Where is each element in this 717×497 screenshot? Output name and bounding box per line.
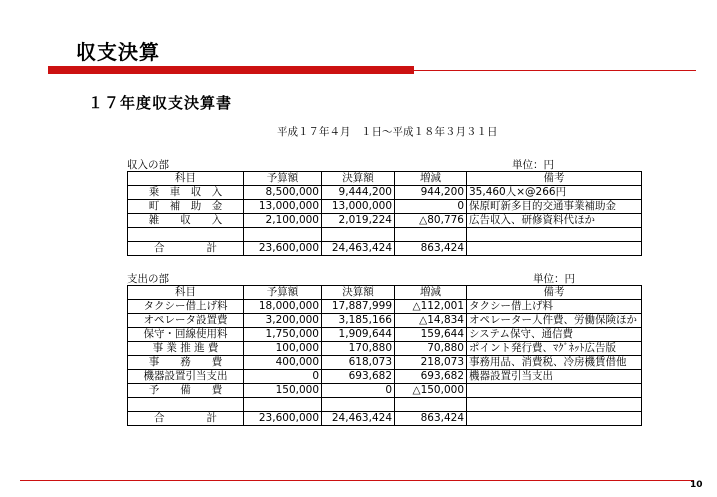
actual-cell: 0 — [322, 384, 395, 398]
income-table — [127, 171, 642, 256]
actual-cell: 3,185,166 — [322, 314, 395, 328]
item-cell: 町 補 助 金 — [128, 200, 244, 214]
actual-cell — [322, 398, 395, 412]
budget-cell: 2,100,000 — [244, 214, 322, 228]
income-header-budget-cell: 予算額 — [244, 172, 322, 186]
item-cell — [128, 228, 244, 242]
table-row — [128, 370, 642, 384]
difference-cell: 863,424 — [395, 412, 467, 426]
income-header-remarks-cell: 備考 — [467, 172, 642, 186]
budget-cell: 3,200,000 — [244, 314, 322, 328]
remarks-cell: 広告収入、研修資料代ほか — [467, 214, 642, 228]
budget-cell — [244, 228, 322, 242]
budget-cell: 0 — [244, 370, 322, 384]
table-row — [128, 356, 642, 370]
item-cell — [128, 398, 244, 412]
income-header-actual-cell: 決算額 — [322, 172, 395, 186]
table-row — [128, 398, 642, 412]
expense-table — [127, 285, 642, 426]
table-row — [128, 214, 642, 228]
remarks-cell: 事務用品、消費税、冷房機賃借他 — [467, 356, 642, 370]
table-row — [128, 300, 642, 314]
budget-cell: 8,500,000 — [244, 186, 322, 200]
budget-cell: 400,000 — [244, 356, 322, 370]
actual-cell: 9,444,200 — [322, 186, 395, 200]
actual-cell: 24,463,424 — [322, 242, 395, 256]
expense-header-row — [128, 286, 642, 300]
expense-header-remarks-cell: 備考 — [467, 286, 642, 300]
expense-unit-label: 単位：円 — [533, 273, 575, 285]
difference-cell: △150,000 — [395, 384, 467, 398]
actual-cell: 13,000,000 — [322, 200, 395, 214]
table-row — [128, 186, 642, 200]
item-cell: 雑 収 入 — [128, 214, 244, 228]
remarks-cell: システム保守、通信費 — [467, 328, 642, 342]
difference-cell: 70,880 — [395, 342, 467, 356]
table-row — [128, 328, 642, 342]
item-cell: 合 計 — [128, 412, 244, 426]
difference-cell: 693,682 — [395, 370, 467, 384]
table-row — [128, 384, 642, 398]
actual-cell: 24,463,424 — [322, 412, 395, 426]
difference-cell: 863,424 — [395, 242, 467, 256]
expense-header-actual-cell: 決算額 — [322, 286, 395, 300]
item-cell: 乗 車 収 入 — [128, 186, 244, 200]
table-row — [128, 228, 642, 242]
item-cell: 機器設置引当支出 — [128, 370, 244, 384]
budget-cell: 23,600,000 — [244, 242, 322, 256]
expense-header-budget-cell: 予算額 — [244, 286, 322, 300]
difference-cell: △14,834 — [395, 314, 467, 328]
difference-cell: 159,644 — [395, 328, 467, 342]
item-cell: 事 業 推 進 費 — [128, 342, 244, 356]
actual-cell — [322, 228, 395, 242]
actual-cell: 618,073 — [322, 356, 395, 370]
remarks-cell — [467, 384, 642, 398]
income-unit-label: 単位：円 — [512, 159, 554, 171]
difference-cell: 944,200 — [395, 186, 467, 200]
table-row — [128, 200, 642, 214]
difference-cell: △112,001 — [395, 300, 467, 314]
title-underline-rule — [414, 70, 696, 71]
actual-cell: 2,019,224 — [322, 214, 395, 228]
income-header-difference-cell: 増減 — [395, 172, 467, 186]
budget-cell: 1,750,000 — [244, 328, 322, 342]
remarks-cell: ポイント発行費、ﾏｸﾞﾈｯﾄ広告版 — [467, 342, 642, 356]
budget-cell: 100,000 — [244, 342, 322, 356]
remarks-cell: オペレーター人件費、労働保険ほか — [467, 314, 642, 328]
item-cell: 合 計 — [128, 242, 244, 256]
budget-cell: 13,000,000 — [244, 200, 322, 214]
item-cell: 保守・回線使用料 — [128, 328, 244, 342]
actual-cell: 693,682 — [322, 370, 395, 384]
remarks-cell — [467, 412, 642, 426]
remarks-cell — [467, 398, 642, 412]
table-row — [128, 412, 642, 426]
expense-header-item-cell: 科目 — [128, 286, 244, 300]
page-number: 10 — [690, 480, 703, 490]
table-row — [128, 342, 642, 356]
footer-rule — [20, 480, 694, 481]
report-subtitle: １７年度収支決算書 — [88, 94, 233, 112]
budget-cell — [244, 398, 322, 412]
remarks-cell — [467, 242, 642, 256]
difference-cell: △80,776 — [395, 214, 467, 228]
remarks-cell — [467, 228, 642, 242]
item-cell: オペレータ設置費 — [128, 314, 244, 328]
title-underline-bar — [48, 66, 414, 74]
remarks-cell: 35,460人×@266円 — [467, 186, 642, 200]
budget-cell: 23,600,000 — [244, 412, 322, 426]
expense-header-difference-cell: 増減 — [395, 286, 467, 300]
item-cell: 事 務 費 — [128, 356, 244, 370]
remarks-cell: タクシー借上げ料 — [467, 300, 642, 314]
difference-cell — [395, 228, 467, 242]
expense-section-label: 支出の部 — [127, 273, 169, 285]
actual-cell: 1,909,644 — [322, 328, 395, 342]
item-cell: タクシー借上げ料 — [128, 300, 244, 314]
actual-cell: 170,880 — [322, 342, 395, 356]
slide-title: 収支決算 — [76, 40, 160, 64]
fiscal-period: 平成１７年４月 １日～平成１８年３月３１日 — [277, 126, 498, 138]
actual-cell: 17,887,999 — [322, 300, 395, 314]
income-section-label: 収入の部 — [127, 159, 169, 171]
difference-cell: 0 — [395, 200, 467, 214]
remarks-cell: 保原町新多目的交通事業補助金 — [467, 200, 642, 214]
table-row — [128, 314, 642, 328]
income-header-row — [128, 172, 642, 186]
budget-cell: 150,000 — [244, 384, 322, 398]
table-row — [128, 242, 642, 256]
difference-cell — [395, 398, 467, 412]
item-cell: 予 備 費 — [128, 384, 244, 398]
budget-cell: 18,000,000 — [244, 300, 322, 314]
income-header-item-cell: 科目 — [128, 172, 244, 186]
difference-cell: 218,073 — [395, 356, 467, 370]
remarks-cell: 機器設置引当支出 — [467, 370, 642, 384]
